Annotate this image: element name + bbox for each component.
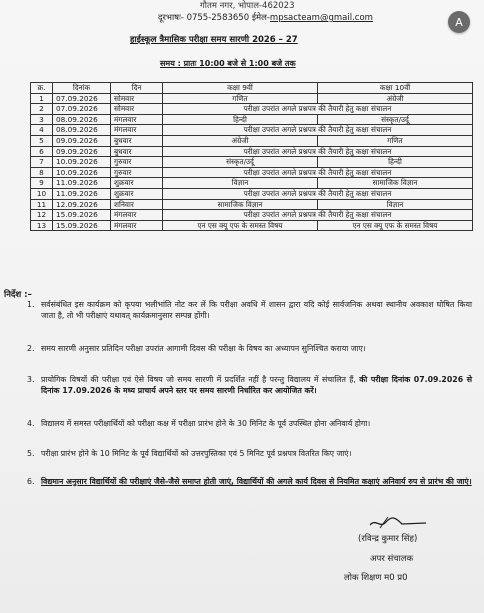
merged-note-cell: परीक्षा उपरांत अगले प्रश्नपत्र की तैयारी हेतु कक्षा संचालन (163, 125, 473, 136)
instruction-text (41, 374, 472, 396)
row-number-cell: 3 (31, 114, 53, 125)
table-row (31, 135, 473, 146)
class10-subject-cell: हिन्दी (318, 157, 473, 168)
merged-note-cell: परीक्षा उपरांत अगले प्रश्नपत्र की तैयारी हेतु कक्षा संचालन (163, 146, 473, 157)
table-row (31, 146, 473, 157)
instruction-text: विद्यमान अनुसार विद्यार्थियों की परीक्षाएं जैसे-जैसे समाप्त होती जाएं, विद्यार्थियों की अगले कार्य दिवस से नियमित कक्षाएं अनिवार्य रुप से प्रारंभ की जाएं। (41, 477, 472, 486)
table-header-row (31, 83, 473, 94)
date-cell: 09.09.2026 (53, 135, 111, 146)
class10-subject-cell: एन एस क्यू एफ के समस्त विषय (318, 220, 473, 231)
day-cell: मंगलवार (111, 114, 163, 125)
row-number-cell: 1 (31, 93, 53, 104)
translate-button[interactable]: A (448, 11, 470, 33)
date-cell: 11.09.2026 (53, 188, 111, 199)
day-cell: गुरुवार (111, 157, 163, 168)
contact-line (158, 12, 373, 23)
signatory-department: लोक शिक्षण म0 प्र0 (344, 573, 408, 583)
table-row (31, 210, 473, 221)
date-cell: 08.09.2026 (53, 114, 111, 125)
signature-scribble (366, 516, 436, 530)
row-number-cell: 11 (31, 199, 53, 210)
instructions-heading: निर्देश :– (4, 290, 32, 300)
instruction-text: सर्वसंबंधित इस कार्यक्रम को कृपया भलीभांति नोट कर लें कि परीक्षा अवधि में शासन द्वारा यदि कोई सार्वजनिक अथवा स्थानीय अवकाश घोषित किया जाता है, तो भी परीक्षाएं यथावत् कार्यक्रमानुसार सम्पन्न होंगी। (41, 300, 472, 321)
class9-subject-cell: संस्कृत/उर्दू (163, 157, 318, 168)
class9-subject-cell: एन एस क्यू एफ के समस्त विषय (163, 220, 318, 231)
class9-subject-cell: अंग्रेजी (163, 135, 318, 146)
instruction-text: परीक्षा प्रारंभ होने के 10 मिनिट के पूर्व विद्यार्थियों को उत्तरपुस्तिका एवं 5 मिनिट पूर्व प्रश्नपत्र वितरित किए जाएं। (41, 449, 352, 458)
date-cell: 10.09.2026 (53, 167, 111, 178)
page-title: हाईस्कूल त्रैमासिक परीक्षा समय सारणी 2026 – 27 (130, 35, 298, 45)
day-cell: शुक्रवार (111, 188, 163, 199)
date-cell: 07.09.2026 (53, 93, 111, 104)
instruction-number: 3. (27, 375, 35, 384)
instruction-text: समय सारणी अनुसार प्रतिदिन परीक्षा उपरांत आगामी दिवस की परीक्षा के विषय का अध्यापन सुनिश्चित कराया जाए। (41, 344, 366, 353)
day-cell: बुधवार (111, 146, 163, 157)
merged-note-cell: परीक्षा उपरांत अगले प्रश्नपत्र की तैयारी हेतु कक्षा संचालन (163, 210, 473, 221)
instruction-item (27, 343, 472, 354)
instruction-text-bold: की परीक्षा दिनांक 07.09.2026 से दिनांक 17.09.2026 के मध्य प्राचार्य अपने स्तर पर समय सारणी निर्धारित कर आयोजित करें। (41, 375, 472, 396)
merged-note-cell: परीक्षा उपरांत अगले प्रश्नपत्र की तैयारी हेतु कक्षा संचालन (163, 167, 473, 178)
table-row (31, 220, 473, 231)
row-number-cell: 9 (31, 178, 53, 189)
schedule-table (30, 82, 473, 231)
instruction-item (27, 418, 472, 429)
day-cell: मंगलवार (111, 220, 163, 231)
row-number-cell: 10 (31, 188, 53, 199)
row-number-cell: 13 (31, 220, 53, 231)
date-cell: 07.09.2026 (53, 104, 111, 115)
instruction-number: 1. (27, 300, 35, 309)
class9-subject-cell: हिन्दी (163, 114, 318, 125)
column-header: कक्षा 10वीं (318, 83, 473, 94)
table-row (31, 125, 473, 136)
row-number-cell: 4 (31, 125, 53, 136)
instruction-number: 5. (27, 449, 35, 458)
date-cell: 15.09.2026 (53, 220, 111, 231)
date-cell: 09.09.2026 (53, 146, 111, 157)
table-row (31, 199, 473, 210)
class10-subject-cell: गणित (318, 135, 473, 146)
class9-subject-cell: विज्ञान (163, 178, 318, 189)
day-cell: मंगलवार (111, 210, 163, 221)
class10-subject-cell: संस्कृत/उर्दू (318, 114, 473, 125)
merged-note-cell: परीक्षा उपरांत अगले प्रश्नपत्र की तैयारी हेतु कक्षा संचालन (163, 188, 473, 199)
signatory-designation: अपर संचालक (370, 554, 414, 564)
row-number-cell: 7 (31, 157, 53, 168)
date-cell: 15.09.2026 (53, 210, 111, 221)
day-cell: गुरुवार (111, 167, 163, 178)
row-number-cell: 8 (31, 167, 53, 178)
row-number-cell: 12 (31, 210, 53, 221)
table-row (31, 104, 473, 115)
instruction-item (27, 476, 472, 487)
merged-note-cell: परीक्षा उपरांत अगले प्रश्नपत्र की तैयारी हेतु कक्षा संचालन (163, 104, 473, 115)
row-number-cell: 2 (31, 104, 53, 115)
table-row (31, 167, 473, 178)
column-header: क्र. (31, 83, 53, 94)
instruction-item (27, 448, 472, 459)
instruction-text: विद्यालय में समस्त परीक्षार्थियों को परीक्षा कक्ष में परीक्षा प्रारंभ होने के 30 मिनिट के पूर्व उपस्थित होना अनिवार्य होगा। (41, 419, 371, 428)
table-row (31, 157, 473, 168)
day-cell: सोमवार (111, 104, 163, 115)
table-row (31, 178, 473, 189)
instruction-number: 4. (27, 419, 35, 428)
instruction-number: 2. (27, 344, 35, 353)
column-header: कक्षा 9वीं (163, 83, 318, 94)
instruction-number: 6. (27, 477, 35, 486)
class10-subject-cell: विज्ञान (318, 199, 473, 210)
column-header: दिनांक (53, 83, 111, 94)
date-cell: 08.09.2026 (53, 125, 111, 136)
exam-time: समय : प्रातः 10:00 बजे से 1:00 बजे तक (160, 59, 296, 68)
column-header: दिन (111, 83, 163, 94)
instruction-text-part: प्रायोगिक विषयों की परीक्षा एवं ऐसे विषय जो समय सारणी में प्रदर्शित नहीं है परन्तु विद्यालय में संचालित हैं, (41, 375, 356, 384)
day-cell: शुक्रवार (111, 178, 163, 189)
address-line: गौतम नगर, भोपाल-462023 (200, 1, 295, 11)
date-cell: 11.09.2026 (53, 178, 111, 189)
day-cell: सोमवार (111, 93, 163, 104)
class9-subject-cell: गणित (163, 93, 318, 104)
row-number-cell: 6 (31, 146, 53, 157)
class10-subject-cell: अंग्रेजी (318, 93, 473, 104)
date-cell: 12.09.2026 (53, 199, 111, 210)
signatory-name: (रविन्द्र कुमार सिंह) (358, 534, 418, 544)
day-cell: शनिवार (111, 199, 163, 210)
date-cell: 10.09.2026 (53, 157, 111, 168)
instruction-item (27, 299, 472, 321)
day-cell: मंगलवार (111, 125, 163, 136)
class9-subject-cell: सामाजिक विज्ञान (163, 199, 318, 210)
day-cell: बुधवार (111, 135, 163, 146)
table-row (31, 93, 473, 104)
table-row (31, 114, 473, 125)
class10-subject-cell: सामाजिक विज्ञान (318, 178, 473, 189)
instruction-item (27, 374, 472, 396)
email-link[interactable]: mpsacteam@gmail.com (269, 13, 373, 23)
table-row (31, 188, 473, 199)
row-number-cell: 5 (31, 135, 53, 146)
phone-text: दूरभाषः- 0755-2583650 ईमेल- (158, 13, 270, 23)
